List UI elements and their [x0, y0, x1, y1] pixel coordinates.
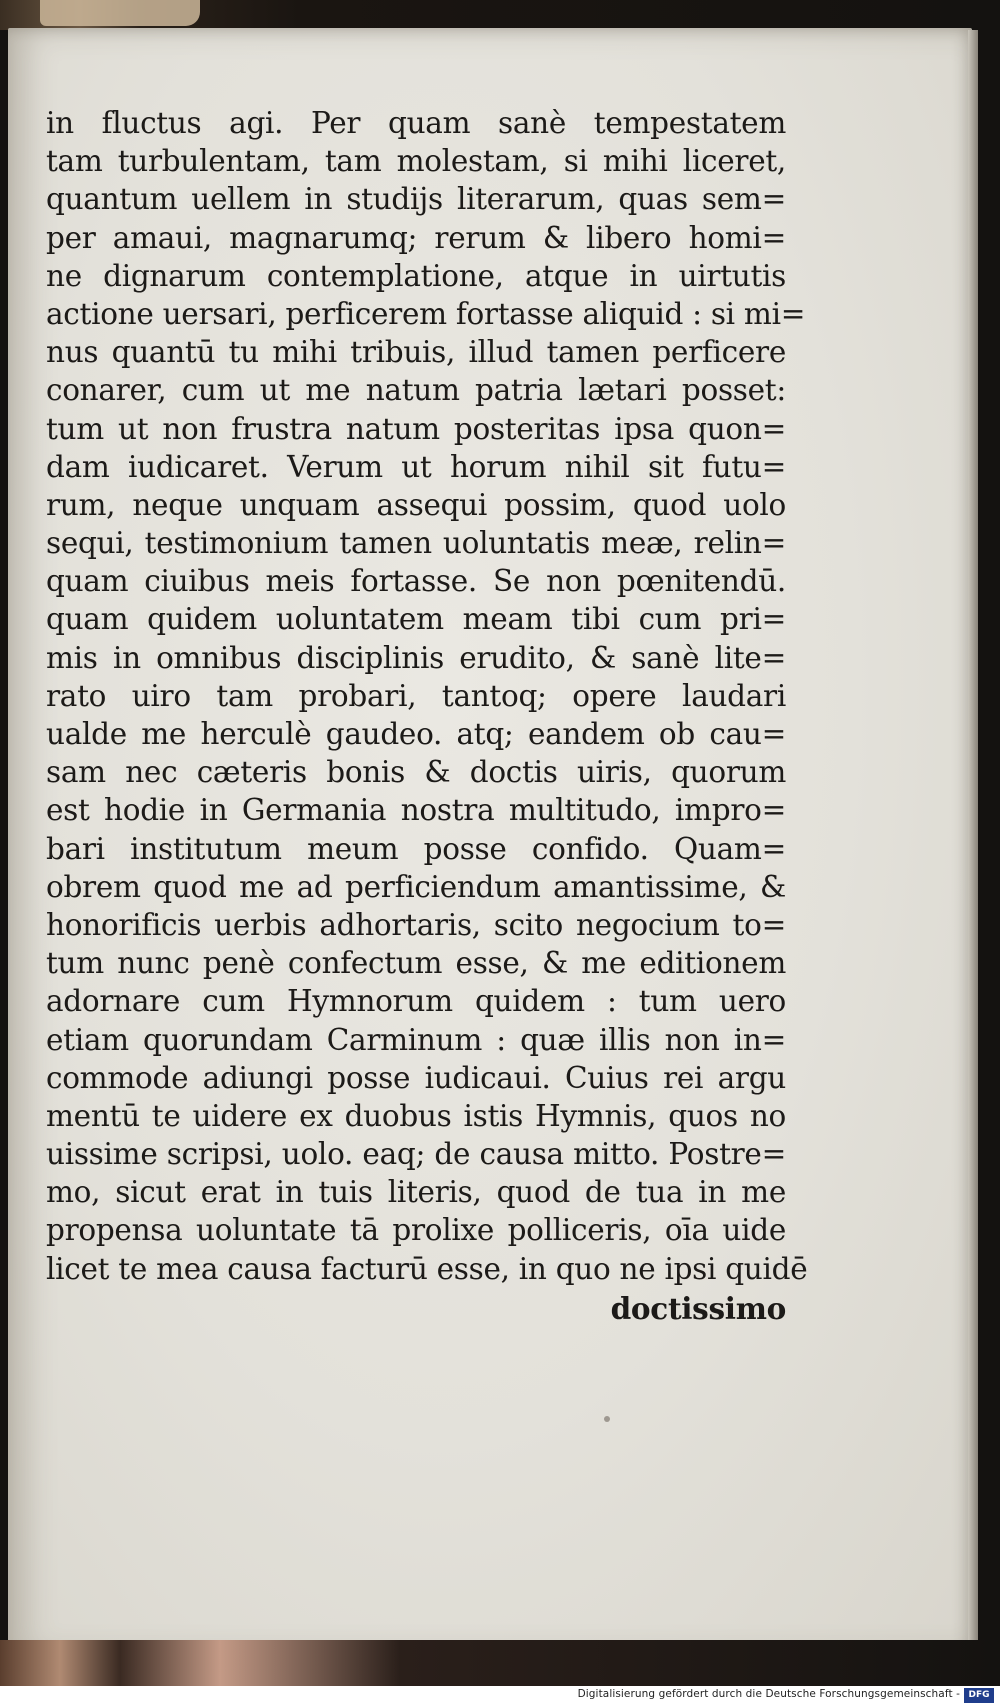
text-line: sam nec cæteris bonis & doctis uiris, quorum: [46, 755, 786, 790]
text-line: quam quidem uoluntatem meam tibi cum pri=: [46, 602, 786, 637]
decorative-paper-scrap: [40, 0, 200, 26]
text-line: obrem quod me ad perficiendum amantissime, &: [46, 869, 786, 904]
text-line: adornare cum Hymnorum quidem : tum uero: [46, 984, 786, 1019]
text-line: bari institutum meum posse confido. Quam=: [46, 831, 786, 866]
text-line: tum ut non frustra natum posteritas ipsa quon=: [46, 411, 786, 446]
page-right-edge: [968, 30, 978, 1650]
digitization-credit: Digitalisierung gefördert durch die Deutsche Forschungsgemeinschaft -: [577, 1688, 960, 1700]
text-line: tum nunc penè confectum esse, & me editionem: [46, 946, 786, 981]
text-line: licet te mea causa facturū esse, in quo ne ipsi quidē: [46, 1251, 808, 1286]
text-line: mentū te uidere ex duobus istis Hymnis, quos no: [46, 1098, 786, 1133]
text-line: quantum uellem in studijs literarum, quas sem=: [46, 182, 786, 217]
text-line: honorificis uerbis adhortaris, scito negocium to=: [46, 907, 786, 942]
text-line: quam ciuibus meis fortasse. Se non pœnitendū.: [46, 564, 786, 599]
text-line: in fluctus agi. Per quam sanè tempestatem: [46, 106, 786, 140]
dfg-logo: DFG: [964, 1688, 994, 1703]
bottom-binding-edge: [0, 1640, 1000, 1686]
text-line: propensa uoluntate tā prolixe polliceris, oīa uide: [46, 1213, 786, 1248]
text-line: rato uiro tam probari, tantoq; opere laudari: [46, 678, 786, 713]
text-line: etiam quorundam Carminum : quæ illis non in=: [46, 1022, 786, 1057]
page-text-block: [46, 104, 808, 1328]
text-line: commode adiungi posse iudicaui. Cuius rei argu: [46, 1060, 786, 1095]
catchword: doctissimo: [610, 1290, 786, 1326]
text-line: dam iudicaret. Verum ut horum nihil sit futu=: [46, 449, 786, 484]
text-line: mis in omnibus disciplinis erudito, & sanè lite=: [46, 640, 786, 675]
text-line: per amaui, magnarumq; rerum & libero homi=: [46, 220, 786, 255]
text-line: nus quantū tu mihi tribuis, illud tamen perficere: [46, 335, 786, 370]
paper-speck: [604, 1416, 610, 1422]
text-line: mo, sicut erat in tuis literis, quod de tua in me: [46, 1175, 786, 1210]
text-line: ualde me herculè gaudeo. atq; eandem ob cau=: [46, 717, 786, 751]
text-line: tam turbulentam, tam molestam, si mihi liceret,: [46, 144, 786, 179]
text-line: sequi, testimonium tamen uoluntatis meæ, relin=: [46, 526, 786, 561]
text-line: ne dignarum contemplatione, atque in uirtutis: [46, 258, 786, 293]
text-line: uissime scripsi, uolo. eaq; de causa mitto. Postre=: [46, 1137, 786, 1172]
text-line: conarer, cum ut me natum patria lætari posset:: [46, 373, 786, 408]
text-line: est hodie in Germania nostra multitudo, impro=: [46, 793, 786, 828]
text-line: actione uersari, perficerem fortasse aliquid : si mi=: [46, 296, 806, 331]
text-line: rum, neque unquam assequi possim, quod uolo: [46, 487, 786, 522]
